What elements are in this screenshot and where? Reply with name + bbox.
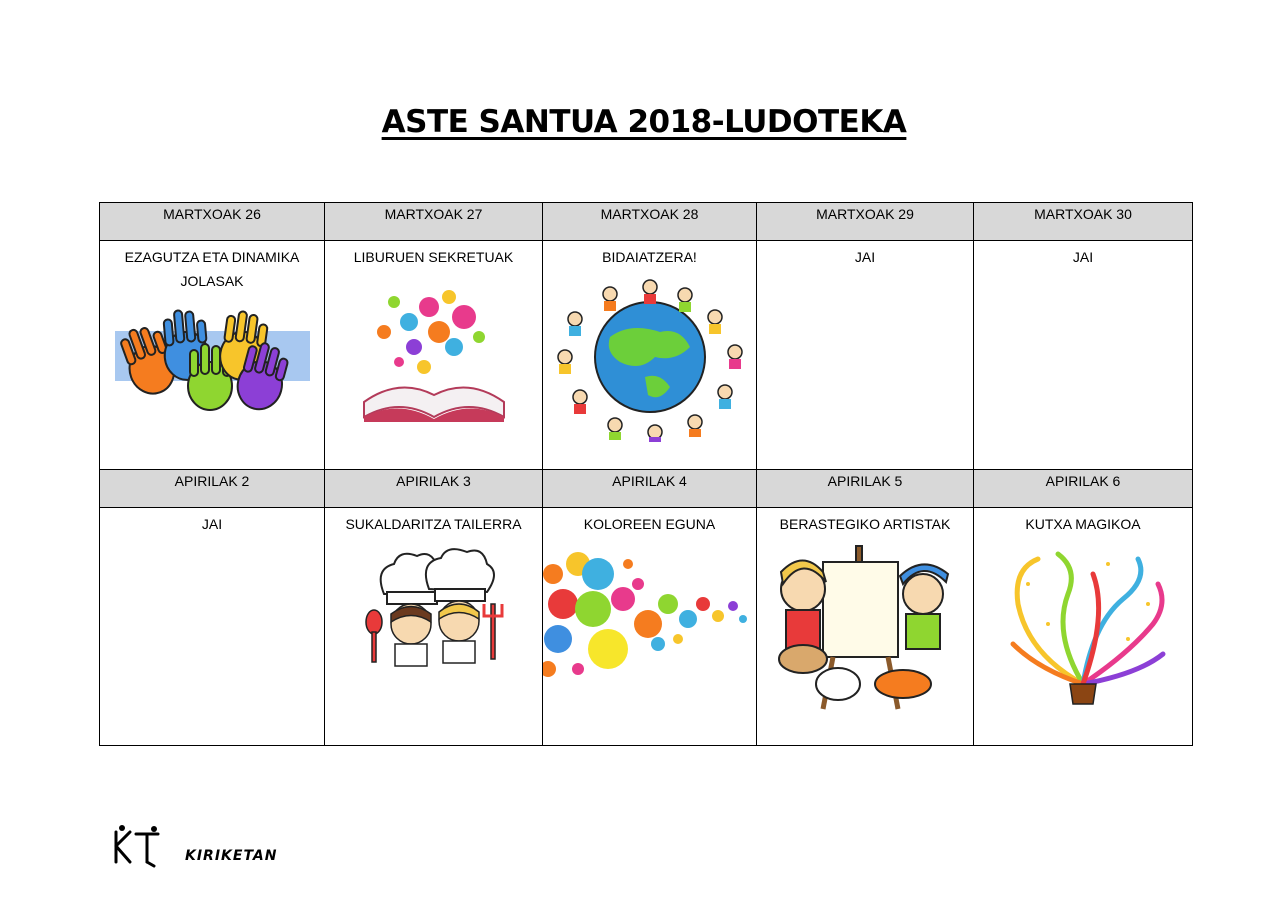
children-around-globe-image <box>550 277 750 442</box>
kids-with-easel-image <box>778 544 953 714</box>
day-header: APIRILAK 6 <box>974 470 1193 508</box>
day-header: MARTXOAK 27 <box>325 203 543 241</box>
activity-cell <box>543 508 757 746</box>
color-dots-image <box>543 544 753 684</box>
activity-cell <box>325 508 543 746</box>
day-header: MARTXOAK 30 <box>974 203 1193 241</box>
day-header: APIRILAK 2 <box>100 470 325 508</box>
day-header: MARTXOAK 26 <box>100 203 325 241</box>
activity-cell <box>757 241 974 470</box>
colorful-hands-image <box>115 301 310 411</box>
activity-cell <box>757 508 974 746</box>
activity-cell <box>100 241 325 470</box>
activity-cell <box>974 241 1193 470</box>
activity-cell <box>325 241 543 470</box>
page-title-text: ASTE SANTUA 2018-LUDOTEKA <box>381 104 907 140</box>
day-header: APIRILAK 4 <box>543 470 757 508</box>
little-chefs-image <box>359 544 509 674</box>
week-2-day-row <box>100 470 1193 508</box>
book-with-color-splash-image <box>354 277 514 427</box>
day-header: APIRILAK 5 <box>757 470 974 508</box>
activity-cell <box>974 508 1193 746</box>
day-header: MARTXOAK 28 <box>543 203 757 241</box>
week-2-activity-row <box>100 508 1193 746</box>
day-header: APIRILAK 3 <box>325 470 543 508</box>
day-header: MARTXOAK 29 <box>757 203 974 241</box>
schedule-table <box>99 202 1193 746</box>
activity-label: LIBURUEN SEKRETUAK <box>353 249 514 265</box>
activity-label: KOLOREEN EGUNA <box>583 516 716 532</box>
logo-text: KIRIKETAN <box>185 848 278 864</box>
activity-cell <box>543 241 757 470</box>
activity-label: BERASTEGIKO ARTISTAK <box>779 516 951 532</box>
activity-label: SUKALDARITZA TAILERRA <box>345 516 522 532</box>
activity-label: JAI <box>854 249 876 265</box>
activity-label: BIDAIATZERA! <box>602 249 697 265</box>
activity-label: KUTXA MAGIKOA <box>1025 516 1141 532</box>
activity-label: JAI <box>1072 249 1094 265</box>
week-1-day-row <box>100 203 1193 241</box>
page-title <box>0 100 1288 144</box>
magic-box-swirls-image <box>998 544 1168 709</box>
week-1-activity-row <box>100 241 1193 470</box>
activity-label: EZAGUTZA ETA DINAMIKA JOLASAK <box>124 249 300 289</box>
activity-label: JAI <box>201 516 223 532</box>
activity-cell <box>100 508 325 746</box>
